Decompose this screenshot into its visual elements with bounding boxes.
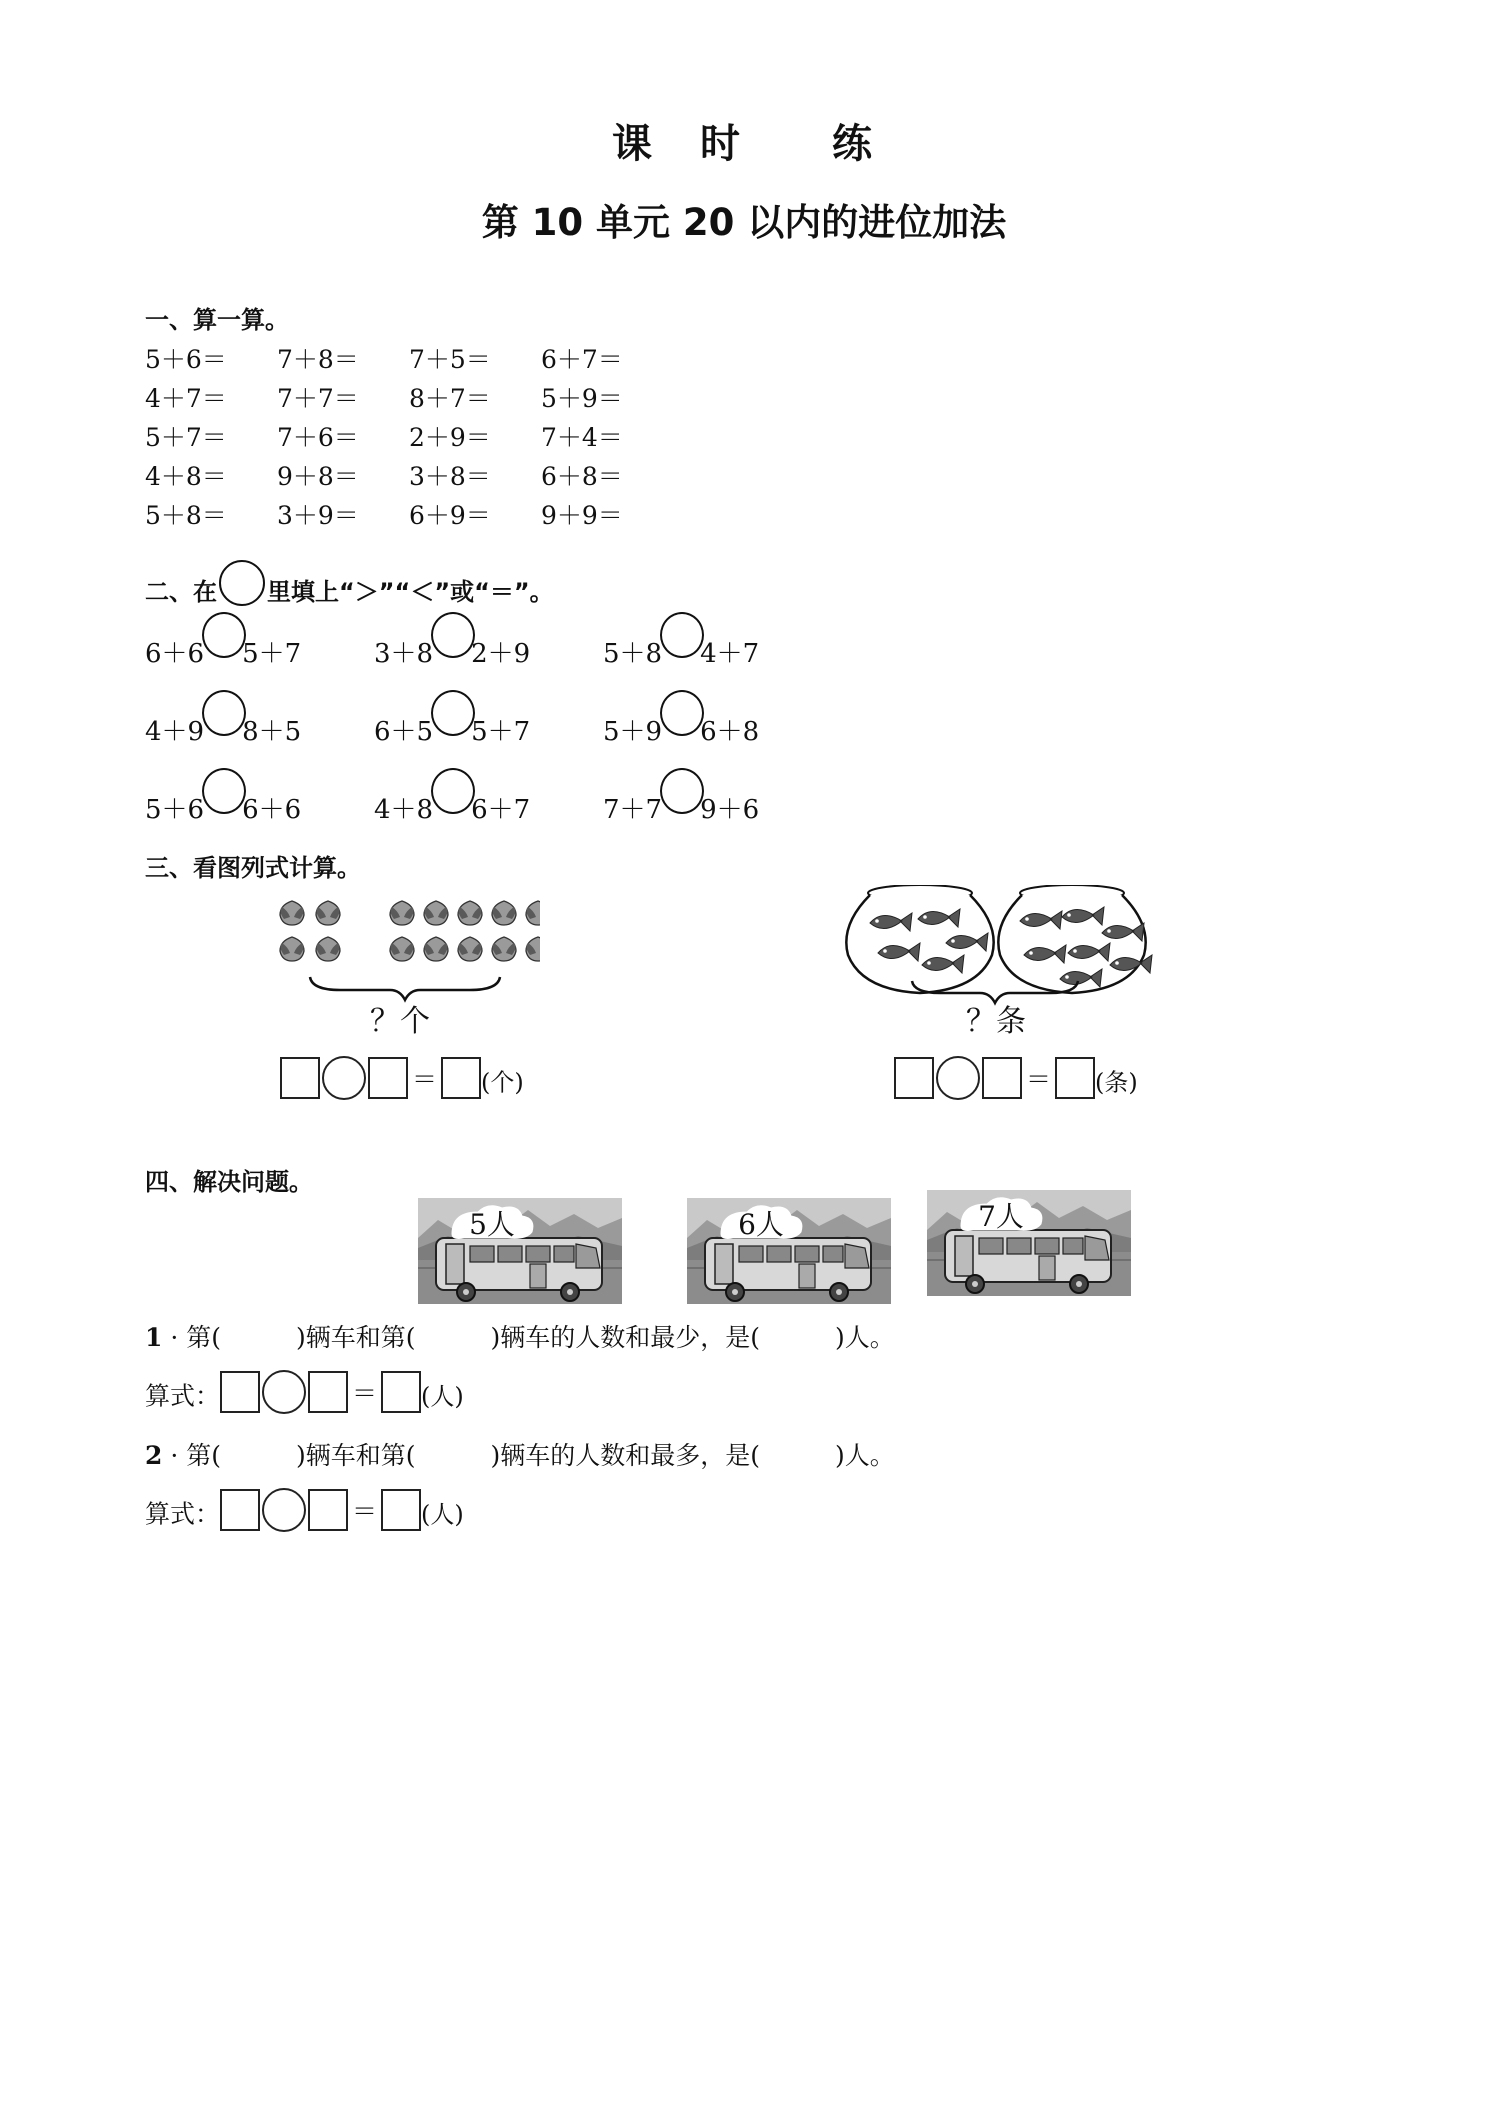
operator-circle[interactable] [322,1056,366,1100]
operator-circle[interactable] [936,1056,980,1100]
equation: 8＋7＝ [409,384,491,413]
compare-circle[interactable] [431,690,475,736]
right-expression: 2＋9 [471,639,531,669]
answer-box[interactable] [1055,1057,1095,1099]
section2-heading [145,560,554,607]
left-expression: 5＋9 [603,717,663,747]
unit-label: (人) [421,1382,464,1411]
section2-heading-after: 里填上“＞”“＜”或“＝”。 [267,578,554,606]
bus-picture [418,1198,622,1304]
peach-icon [526,937,540,961]
comparison-item [603,768,759,826]
answer-box[interactable] [308,1489,348,1531]
comparison-item [374,690,530,748]
formula-2 [145,1488,464,1532]
equation: 7＋5＝ [409,345,491,374]
unit-label: (个) [481,1068,524,1097]
peach-icon [316,937,340,961]
comparison-item [603,690,759,748]
left-expression: 6＋6 [145,639,205,669]
left-question-label: ？个 [370,1004,430,1039]
peach-icon [390,937,414,961]
answer-box[interactable] [894,1057,934,1099]
section4-heading: 四、解决问题。 [145,1168,313,1196]
left-expression: 4＋8 [374,795,434,825]
equals-sign: ＝ [1026,1065,1052,1094]
equation: 6＋8＝ [541,462,623,491]
answer-box[interactable] [441,1057,481,1099]
compare-circle[interactable] [202,612,246,658]
equals-sign: ＝ [352,1497,378,1526]
peach-icon [424,901,448,925]
comparison-item [374,768,530,826]
right-expression: 6＋8 [700,717,760,747]
answer-box[interactable] [982,1057,1022,1099]
equation: 3＋8＝ [409,462,491,491]
peach-icon [280,937,304,961]
bus-picture [687,1198,891,1304]
equation: 7＋8＝ [277,345,359,374]
question-2-number: 2 [145,1441,163,1470]
compare-circle[interactable] [202,690,246,736]
equation: 7＋7＝ [277,384,359,413]
compare-circle[interactable] [660,768,704,814]
left-expression: 6＋5 [374,717,434,747]
answer-box[interactable] [368,1057,408,1099]
answer-box[interactable] [220,1489,260,1531]
page-subtitle: 第 10 单元 20 以内的进位加法 [481,201,1007,244]
peach-icon [458,937,482,961]
unit-label: (条) [1095,1068,1138,1097]
right-expression: 4＋7 [700,639,760,669]
bus-passenger-count: 6人 [738,1208,784,1241]
equation: 4＋7＝ [145,384,227,413]
right-expression: 9＋6 [700,795,760,825]
bus-passenger-count: 5人 [469,1208,515,1241]
compare-circle[interactable] [431,612,475,658]
compare-circle[interactable] [660,690,704,736]
peach-icon [390,901,414,925]
formula-1 [145,1370,464,1414]
question-2-dot: · [170,1441,179,1470]
right-expression: 5＋7 [242,639,302,669]
section1-heading: 一、算一算。 [145,306,289,334]
equals-sign: ＝ [352,1379,378,1408]
right-question-label: ？条 [966,1004,1026,1039]
question-1-dot: · [170,1323,179,1352]
left-expression: 5＋8 [603,639,663,669]
page-title: 课 时 练 [612,121,876,167]
peach-icon [316,901,340,925]
equals-sign: ＝ [412,1065,438,1094]
peach-icon [424,937,448,961]
equation: 9＋9＝ [541,501,623,530]
compare-circle[interactable] [660,612,704,658]
right-expression: 6＋7 [471,795,531,825]
comparison-item [603,612,759,670]
left-expression: 5＋6 [145,795,205,825]
question-2-text: 第( )辆车和第( )辆车的人数和最多，是( )人。 [186,1441,895,1470]
right-formula [894,1056,1138,1100]
bus-passenger-count: 7人 [978,1200,1024,1233]
peach-icon [458,901,482,925]
unit-label: (人) [421,1500,464,1529]
question-1-number: 1 [145,1323,163,1352]
equation: 5＋6＝ [145,345,227,374]
operator-circle[interactable] [262,1488,306,1532]
equation: 3＋9＝ [277,501,359,530]
equation: 7＋6＝ [277,423,359,452]
bus-picture [927,1190,1131,1296]
equation: 5＋7＝ [145,423,227,452]
section3-heading: 三、看图列式计算。 [145,854,361,882]
peach-icon [492,901,516,925]
question-1 [145,1318,895,1354]
section2-heading-before: 二、在 [145,578,217,606]
comparison-item [374,612,530,670]
answer-box[interactable] [220,1371,260,1413]
compare-circle[interactable] [431,768,475,814]
equation: 7＋4＝ [541,423,623,452]
answer-box[interactable] [280,1057,320,1099]
right-expression: 5＋7 [471,717,531,747]
equation: 6＋9＝ [409,501,491,530]
operator-circle[interactable] [262,1370,306,1414]
answer-box[interactable] [381,1489,421,1531]
question-1-text: 第( )辆车和第( )辆车的人数和最少，是( )人。 [186,1323,895,1352]
answer-box[interactable] [381,1371,421,1413]
left-formula [280,1056,524,1100]
peach-icon [280,901,304,925]
peaches-picture [270,895,540,1010]
equation: 4＋8＝ [145,462,227,491]
equation: 5＋9＝ [541,384,623,413]
equation: 6＋7＝ [541,345,623,374]
fishbowls-picture [840,885,1160,1010]
compare-circle[interactable] [202,768,246,814]
left-expression: 4＋9 [145,717,205,747]
comparison-item [145,612,301,670]
peach-icon [526,901,540,925]
formula-label: 算式： [145,1499,221,1529]
question-2 [145,1436,895,1472]
equation: 9＋8＝ [277,462,359,491]
left-expression: 7＋7 [603,795,663,825]
equation: 2＋9＝ [409,423,491,452]
comparison-item [145,768,301,826]
left-expression: 3＋8 [374,639,434,669]
right-expression: 6＋6 [242,795,302,825]
right-expression: 8＋5 [242,717,302,747]
comparison-item [145,690,301,748]
formula-label: 算式： [145,1381,221,1411]
answer-box[interactable] [308,1371,348,1413]
circle-icon [219,560,265,606]
equation: 5＋8＝ [145,501,227,530]
peach-icon [492,937,516,961]
